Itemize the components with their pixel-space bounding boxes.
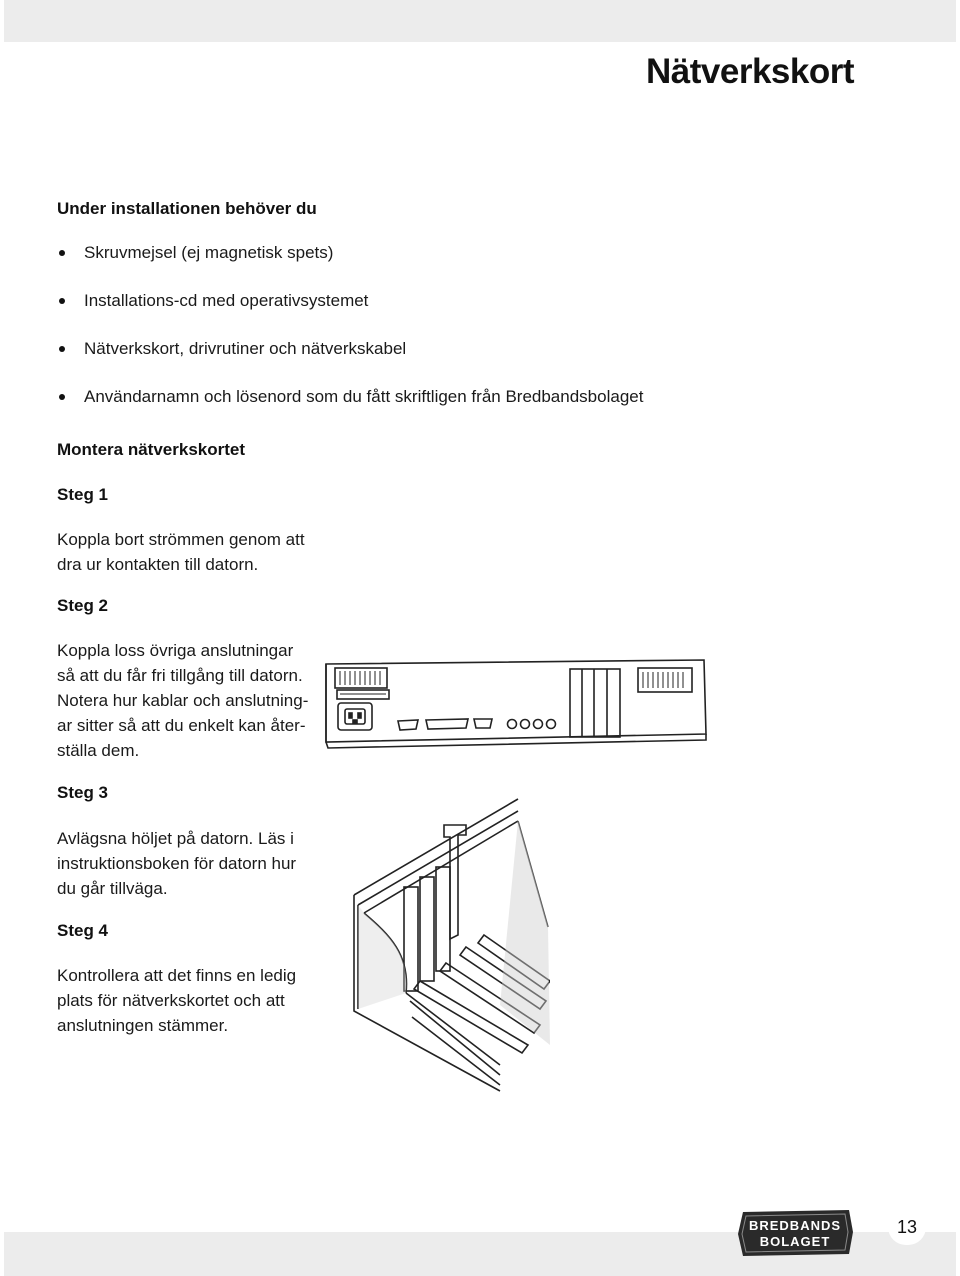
step-2-heading: Steg 2 [57,596,109,615]
bullet-icon [59,394,65,400]
bredbandsbolaget-logo [737,1208,855,1258]
computer-rear-illustration [320,656,712,756]
step-3-heading: Steg 3 [57,783,109,802]
bullet-icon [59,298,65,304]
step-1-text: Koppla bort strömmen genom att dra ur kontakten till datorn. [57,530,305,574]
open-case-illustration [350,795,550,1095]
step-1-heading: Steg 1 [57,485,109,504]
bullet-icon [59,250,65,256]
step-3-text: Avlägsna höljet på datorn. Läs i instruktionsboken för datorn hur du går tillväga. [57,829,297,898]
page-number: 13 [888,1209,926,1245]
step-2-text: Koppla loss övriga anslutningar så att du får fri tillgång till datorn. Notera hur kablar och anslutning- ar sitter så att du enkelt kan åter- ställa dem. [57,641,309,760]
page-title: Nätverkskort [646,52,854,91]
requirements-list [57,240,643,432]
list-item: Nätverkskort, drivrutiner och nätverkskabel [57,336,643,384]
list-item: Skruvmejsel (ej magnetisk spets) [57,240,643,288]
requirements-heading: Under installationen behöver du [57,199,317,218]
step-4-heading: Steg 4 [57,921,109,940]
section-heading: Montera nätverkskortet [57,440,246,459]
logo-line-2: BOLAGET [759,1234,831,1249]
header-band [4,0,956,42]
bullet-icon [59,346,65,352]
step-4-text: Kontrollera att det finns en ledig plats för nätverkskortet och att anslutningen stämmer. [57,966,297,1035]
list-item: Installations-cd med operativsystemet [57,288,643,336]
logo-line-1: BREDBANDS [748,1218,842,1233]
list-item: Användarnamn och lösenord som du fått skriftligen från Bredbandsbolaget [57,384,643,432]
